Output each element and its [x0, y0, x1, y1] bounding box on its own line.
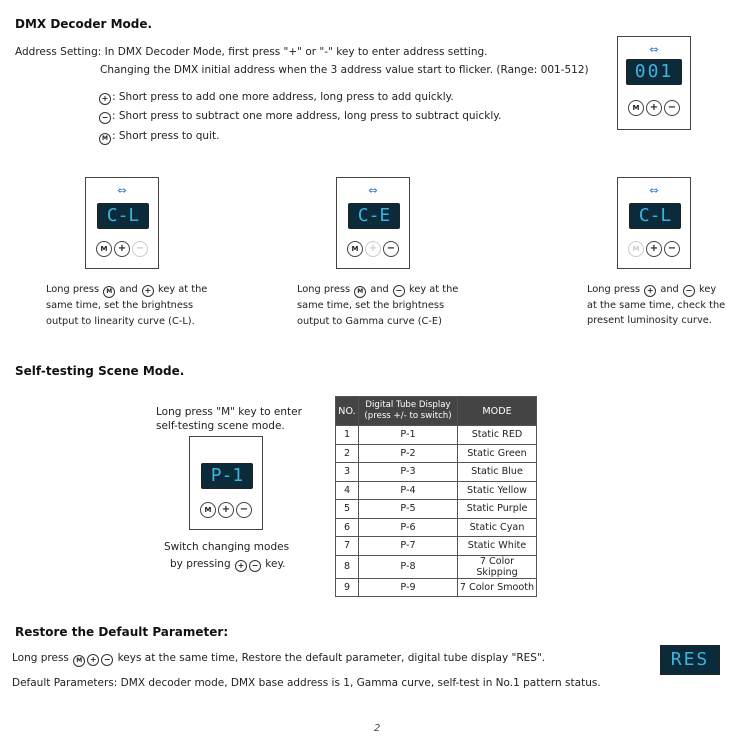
caption-text: and	[660, 284, 679, 295]
plus-icon: +	[87, 654, 99, 666]
cell-mode: Static Cyan	[458, 518, 537, 537]
self-test-switch2	[170, 556, 286, 572]
restore-line1	[12, 650, 545, 667]
restore-section-title: Restore the Default Parameter:	[15, 625, 229, 639]
table-row	[336, 463, 537, 482]
minus-button-icon: −	[664, 241, 680, 257]
curve-caption-gamma	[297, 282, 458, 329]
double-arrow-icon: ⇔	[649, 43, 659, 56]
cell-mode: Static Yellow	[458, 481, 537, 500]
cell-no: 7	[336, 537, 359, 556]
plus-instruction-text: : Short press to add one more address, long press to add quickly.	[112, 91, 454, 103]
curve-device-gamma	[336, 177, 410, 269]
self-test-intro2: self-testing scene mode.	[156, 420, 285, 432]
m-key-icon: M	[99, 133, 111, 145]
table-row	[336, 578, 537, 597]
self-test-device	[189, 436, 263, 530]
cell-mode: Static Blue	[458, 463, 537, 482]
caption-line3: present luminosity curve.	[587, 315, 712, 326]
plus-instruction	[98, 89, 454, 105]
cell-no: 5	[336, 500, 359, 519]
curve-caption-linear	[46, 282, 207, 329]
dmx-device-illustration	[617, 36, 691, 130]
minus-icon: −	[393, 285, 405, 297]
table-row	[336, 555, 537, 578]
m-key-icon: M	[103, 286, 115, 298]
cell-no: 2	[336, 444, 359, 463]
double-arrow-icon: ⇔	[117, 184, 127, 197]
plus-button-icon: +	[365, 241, 381, 257]
table-row	[336, 426, 537, 445]
address-setting-line1	[15, 44, 488, 60]
m-button-icon: M	[347, 241, 363, 257]
cell-mode: 7 Color Smooth	[458, 578, 537, 597]
m-button-icon: M	[200, 502, 216, 518]
caption-line2: same time, set the brightness	[297, 300, 445, 311]
digital-tube-display: C-L	[629, 203, 681, 229]
plus-button-icon: +	[646, 100, 662, 116]
address-setting-label: Address Setting:	[15, 46, 102, 58]
switch-text: by pressing	[170, 558, 231, 570]
digital-tube-display: C-E	[348, 203, 400, 229]
cell-no: 8	[336, 555, 359, 578]
minus-instruction	[98, 108, 501, 124]
minus-button-icon: −	[664, 100, 680, 116]
plus-icon: +	[235, 560, 247, 572]
m-instruction	[98, 128, 219, 145]
cell-no: 1	[336, 426, 359, 445]
plus-button-icon: +	[218, 502, 234, 518]
restore-line2: Default Parameters: DMX decoder mode, DMX base address is 1, Gamma curve, self-test in No.1 pattern status.	[12, 677, 601, 689]
caption-text: and	[119, 284, 138, 295]
cell-display: P-6	[359, 518, 458, 537]
restore-text: keys at the same time, Restore the default parameter, digital tube display "RES".	[117, 652, 546, 664]
curve-caption-check	[587, 282, 725, 329]
cell-no: 6	[336, 518, 359, 537]
double-arrow-icon: ⇔	[649, 184, 659, 197]
self-test-section-title: Self-testing Scene Mode.	[15, 364, 185, 378]
cell-display: P-8	[359, 555, 458, 578]
m-key-icon: M	[73, 655, 85, 667]
plus-icon: +	[99, 93, 111, 105]
table-row	[336, 500, 537, 519]
caption-text: key	[699, 284, 717, 295]
header-no: NO.	[336, 397, 359, 426]
cell-display: P-3	[359, 463, 458, 482]
address-setting-text1: In DMX Decoder Mode, first press "+" or "-" key to enter address setting.	[104, 46, 488, 58]
header-display-line2: (press +/- to switch)	[364, 411, 452, 421]
digital-tube-display: 001	[626, 59, 682, 85]
cell-mode: Static RED	[458, 426, 537, 445]
m-button-icon: M	[628, 241, 644, 257]
digital-tube-display: C-L	[97, 203, 149, 229]
self-test-intro1: Long press "M" key to enter	[156, 406, 302, 418]
plus-button-icon: +	[646, 241, 662, 257]
curve-device-check	[617, 177, 691, 269]
plus-icon: +	[142, 285, 154, 297]
page-number: 2	[374, 723, 381, 734]
cell-no: 3	[336, 463, 359, 482]
cell-mode: Static White	[458, 537, 537, 556]
cell-mode: 7 Color Skipping	[458, 555, 537, 578]
minus-button-icon: −	[132, 241, 148, 257]
caption-line2: at the same time, check the	[587, 299, 726, 311]
caption-text: Long press	[46, 284, 100, 295]
res-display: RES	[660, 645, 720, 675]
minus-icon: −	[101, 654, 113, 666]
address-setting-text2: Changing the DMX initial address when the 3 address value start to flicker. (Range: 001-512)	[100, 64, 589, 76]
curve-device-linear	[85, 177, 159, 269]
cell-display: P-4	[359, 481, 458, 500]
header-mode: MODE	[458, 397, 537, 426]
cell-mode: Static Purple	[458, 500, 537, 519]
plus-icon: +	[644, 285, 656, 297]
cell-display: P-7	[359, 537, 458, 556]
caption-line3: output to Gamma curve (C-E)	[297, 315, 442, 327]
caption-text: key at the	[409, 284, 459, 295]
minus-icon: −	[249, 560, 261, 572]
caption-text: and	[370, 284, 389, 295]
plus-button-icon: +	[114, 241, 130, 257]
caption-text: key at the	[158, 284, 208, 295]
table-row	[336, 444, 537, 463]
cell-no: 9	[336, 578, 359, 597]
restore-text: Long press	[12, 652, 69, 664]
caption-line3: output to linearity curve (C-L).	[46, 315, 195, 327]
cell-no: 4	[336, 481, 359, 500]
cell-display: P-2	[359, 444, 458, 463]
header-display	[359, 397, 458, 426]
self-test-switch1: Switch changing modes	[164, 541, 290, 553]
table-row	[336, 537, 537, 556]
minus-icon: −	[683, 285, 695, 297]
cell-mode: Static Green	[458, 444, 537, 463]
minus-icon: −	[99, 112, 111, 124]
m-instruction-text: : Short press to quit.	[112, 130, 220, 142]
switch-text: key.	[265, 558, 286, 570]
caption-text: Long press	[297, 284, 351, 295]
m-key-icon: M	[354, 286, 366, 298]
m-button-icon: M	[96, 241, 112, 257]
minus-button-icon: −	[236, 502, 252, 518]
minus-button-icon: −	[383, 241, 399, 257]
table-row	[336, 518, 537, 537]
caption-line2: same time, set the brightness	[46, 300, 194, 311]
cell-display: P-1	[359, 426, 458, 445]
caption-text: Long press	[587, 284, 641, 295]
cell-display: P-9	[359, 578, 458, 597]
self-test-mode-table	[335, 396, 537, 597]
dmx-section-title: DMX Decoder Mode.	[15, 17, 153, 31]
digital-tube-display: P-1	[201, 463, 253, 489]
minus-instruction-text: : Short press to subtract one more address, long press to subtract quickly.	[112, 110, 502, 122]
table-row	[336, 481, 537, 500]
cell-display: P-5	[359, 500, 458, 519]
double-arrow-icon: ⇔	[368, 184, 378, 197]
m-button-icon: M	[628, 100, 644, 116]
header-display-line1: Digital Tube Display	[365, 400, 451, 410]
